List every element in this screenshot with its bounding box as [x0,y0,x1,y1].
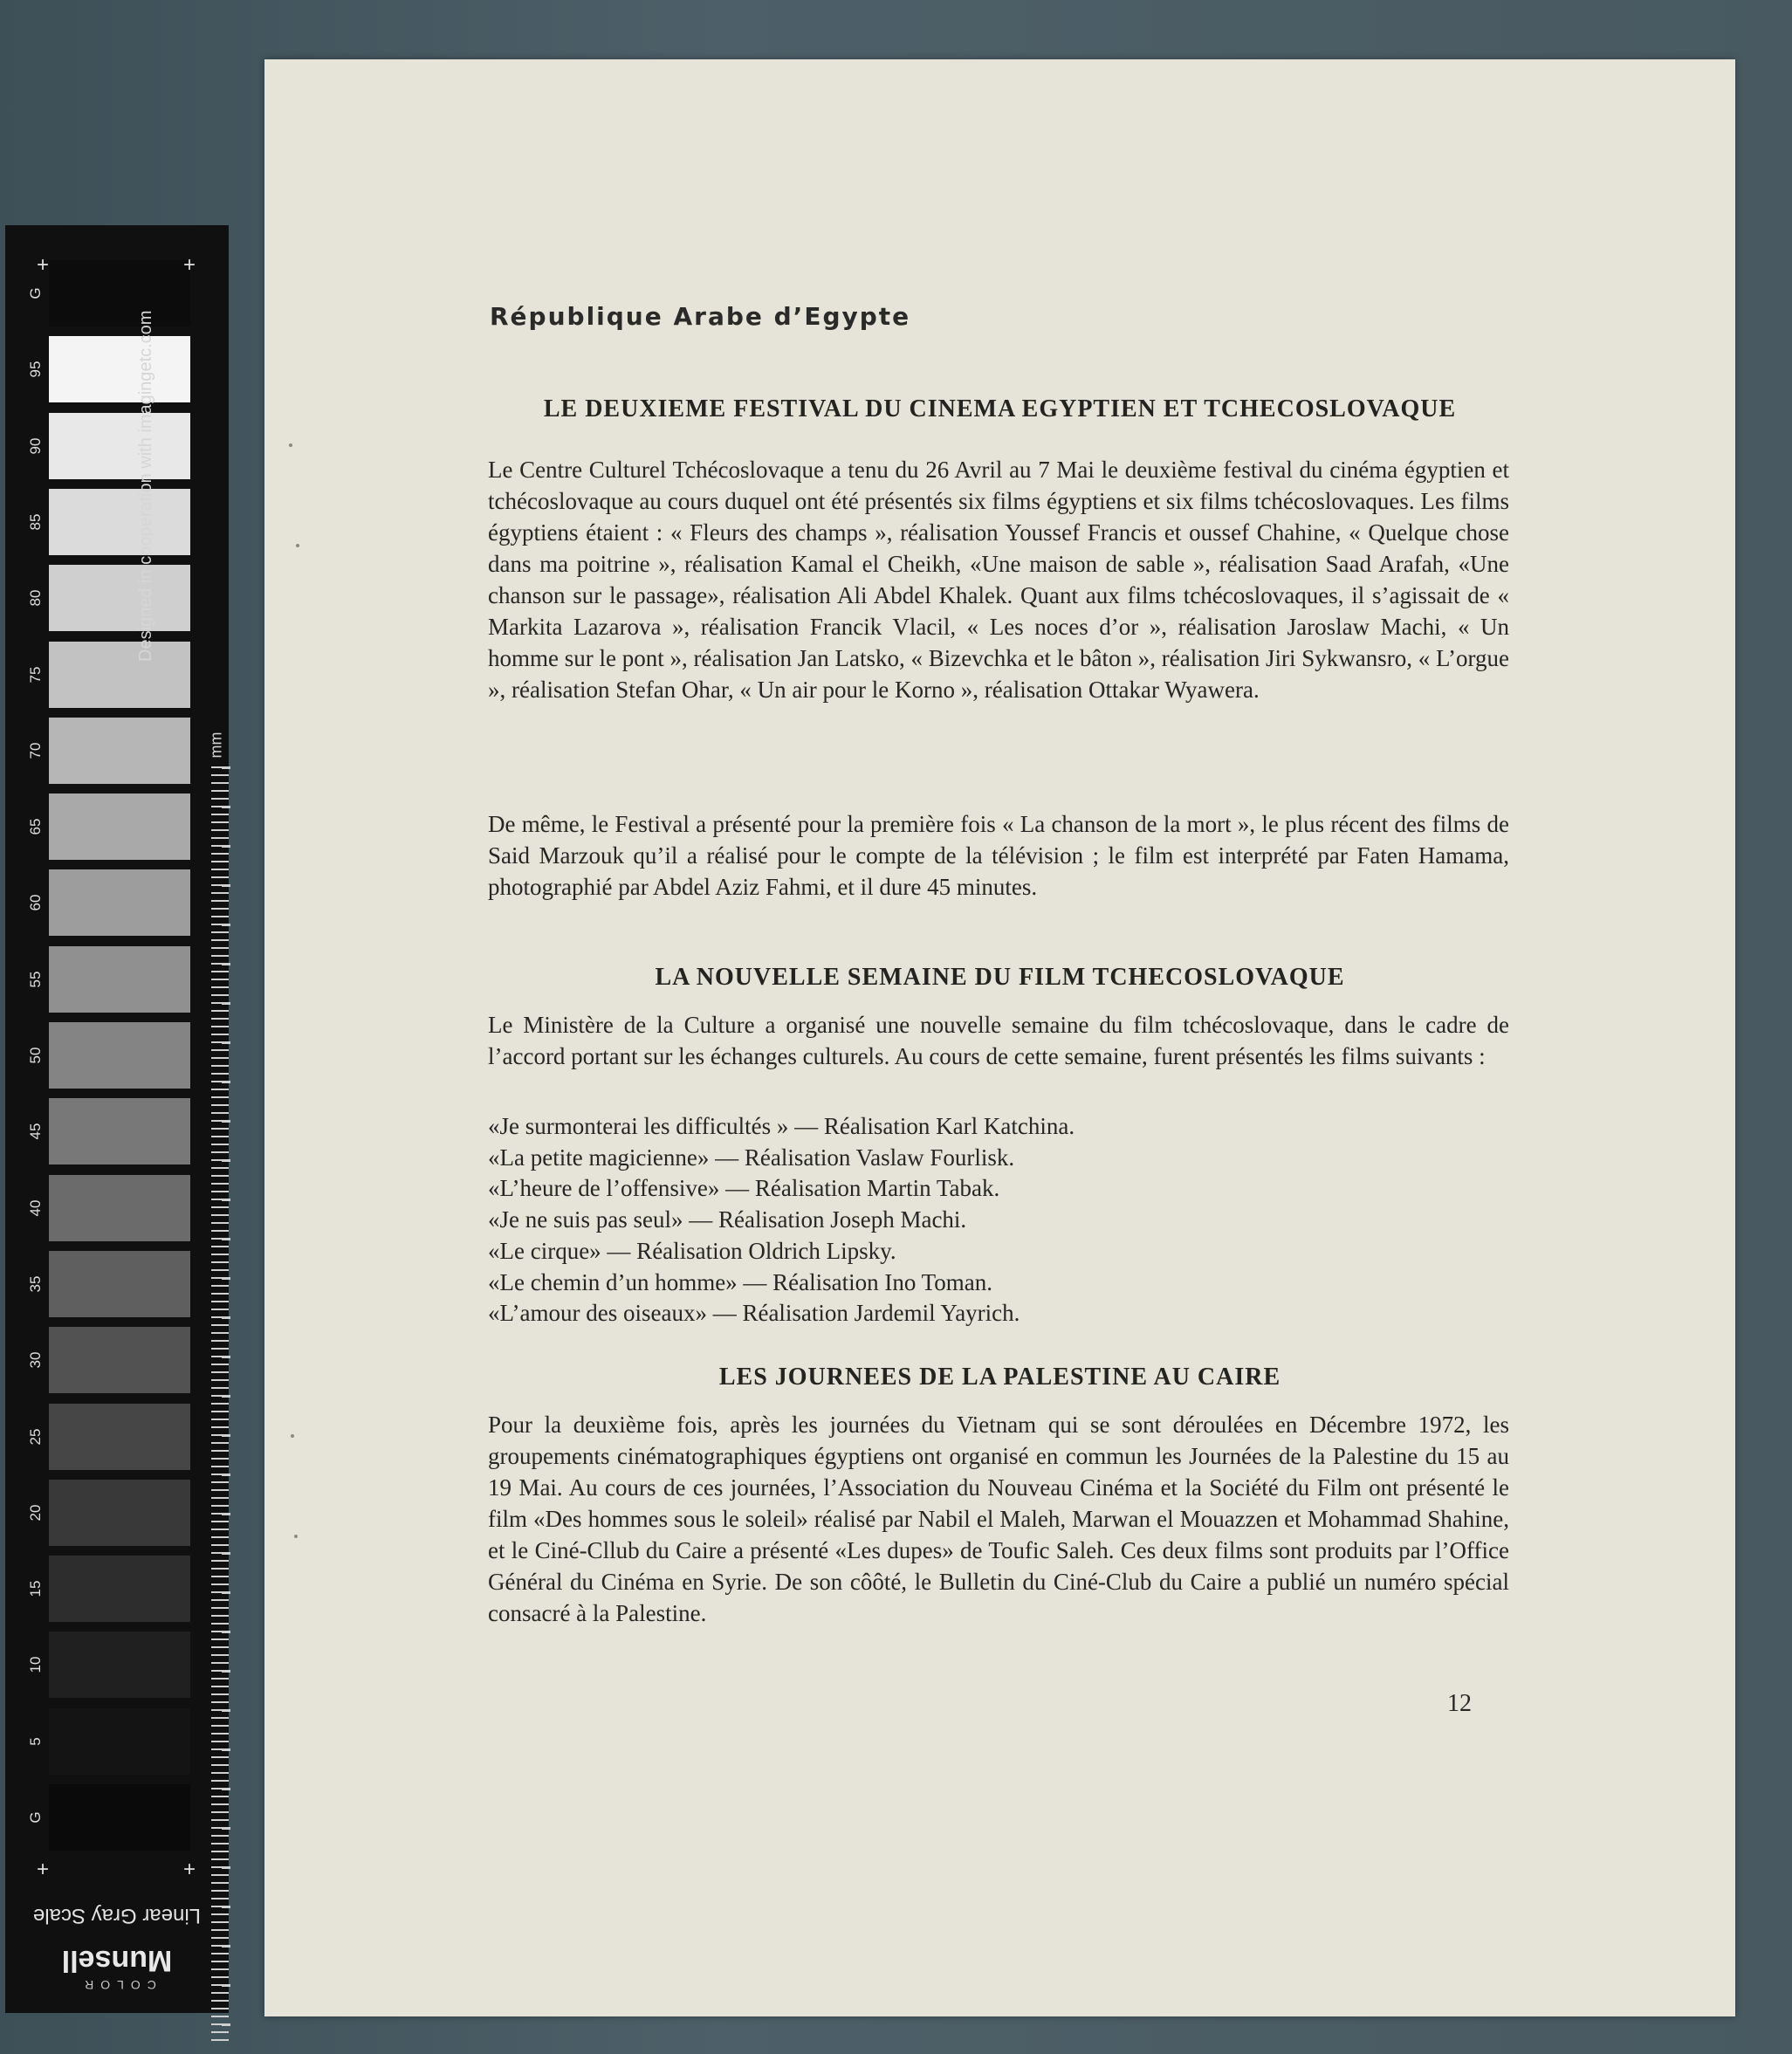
section-title-palestine: LES JOURNEES DE LA PALESTINE AU CAIRE [718,1364,1281,1391]
list-item: «L’heure de l’offensive» — Réalisation Martin Tabak. [488,1175,1000,1202]
gray-patch [49,1327,190,1393]
gray-patch-label: 55 [27,971,44,988]
gray-patch-label: 75 [27,666,44,683]
page-number: 12 [1447,1690,1472,1717]
paragraph-palestine: Pour la deuxième fois, après les journées du Vietnam qui se sont déroulées en Décembre 1972, les groupements cinématographiques égyptiens ont organisé en commun les Journées de la Palestine du 15 au 19 Mai. Au cours de ces journées, l’Association du Nouveau Cinéma et la Société du Film ont présenté le film «Des hommes sous le soleil» réalisé par Nabil el Maleh, Marwan el Mouazzen et Mohammad Shahine, et le Ciné-Cllub du Caire a présenté «Les dupes» de Toufic Saleh. Ces deux films sont produits par l’Office Général du Cinéma en Syrie. De son côôté, le Bulletin du Ciné-Club du Caire a publié un numéro spécial consacré à la Palestine. [488,1412,1509,1626]
film-list [488,1111,1509,1329]
gray-patch [49,1098,190,1164]
gray-patch-label: G [27,287,44,299]
gray-patch-label: 50 [27,1047,44,1064]
gray-patch-label: 40 [27,1199,44,1217]
gray-patch-label: 10 [27,1656,44,1673]
gray-patch-label: 30 [27,1351,44,1369]
mm-ruler-major [222,766,230,2041]
gray-patch-label: 85 [27,513,44,531]
gray-patch [49,1708,190,1775]
gray-patch [49,1251,190,1317]
gray-patch [49,336,190,402]
gray-patch-label: G [27,1811,44,1824]
gray-patch [49,946,190,1013]
brand-logo: Munsell [61,1944,173,1977]
gray-patch [49,1404,190,1470]
list-item: «Je ne suis pas seul» — Réalisation Joseph Machi. [488,1206,967,1233]
gray-patch-label: 20 [27,1504,44,1522]
scale-credit-text: Designed in cooperation with imagingetc.com [136,310,155,662]
paragraph-festival-2: De même, le Festival a présenté pour la première fois « La chanson de la mort », le plus récent des films de Said Marzouk qu’il a réalisé pour le compte de la télévision ; le film est interprété par Faten Hamama, photographié par Abdel Aziz Fahmi, et il dure 45 minutes. [488,811,1509,900]
paragraph-festival: Le Centre Culturel Tchécoslovaque a tenu du 26 Avril au 7 Mai le deuxième festival du cinéma égyptien et tchécoslovaque au cours duquel ont été présentés six films égyptiens et six films tchécoslovaques. Les films égyptiens étaient : « Fleurs des champs », réalisation Youssef Francis et oussef Chahine, « Quelque chose dans ma poitrine », réalisation Kamal el Cheikh, «Une maison de sable », réalisation Saad Arafah, «Une chanson sur le passage», réalisation Ali Abdel Khalek. Quant aux films tchécoslovaques, il s’agissait de « Markita Lazarova », réalisation Francik Vlacil, « Les noces d’or », réalisation Jaroslaw Machi, « Un homme sur le pont », réalisation Jan Latsko, « Bizevchka et le bâton », réalisation Jiri Sykwansro, « L’orgue », réalisation Stefan Ohar, « Un air pour le Korno », réalisation Ottakar Wyawera. [488,457,1509,703]
gray-patch-label: 25 [27,1428,44,1445]
page-header: République Arabe d’Egypte [490,302,911,331]
document-page [264,59,1735,2016]
scale-title: Linear Gray Scale [32,1904,202,1927]
gray-patch [49,1556,190,1622]
section-title-semaine: LA NOUVELLE SEMAINE DU FILM TCHECOSLOVAQUE [655,964,1345,991]
gray-patch [49,260,190,326]
paper-speck [294,1535,298,1538]
gray-patch [49,1175,190,1241]
gray-patch [49,1784,190,1851]
section-title-festival: LE DEUXIEME FESTIVAL DU CINEMA EGYPTIEN ET TCHECOSLOVAQUE [543,395,1457,422]
plus-mark: + [183,253,196,277]
gray-patch [49,413,190,479]
gray-patch [49,718,190,784]
list-item: «L’amour des oiseaux» — Réalisation Jardemil Yayrich. [488,1300,1020,1327]
paper-speck [289,443,292,447]
gray-patch [49,1480,190,1546]
gray-patch-label: 60 [27,894,44,911]
plus-mark: + [183,1858,196,1881]
gray-patch [49,1022,190,1089]
gray-patch [49,869,190,936]
paragraph-semaine: Le Ministère de la Culture a organisé une nouvelle semaine du film tchécoslovaque, dans le cadre de l’accord portant sur les échanges culturels. Au cours de cette semaine, furent présentés les films suivants : [488,1012,1509,1069]
gray-patch [49,1632,190,1698]
list-item: «Je surmonterai les difficultés » — Réalisation Karl Katchina. [488,1113,1075,1139]
list-item: «Le cirque» — Réalisation Oldrich Lipsky. [488,1237,896,1264]
gray-patch-label: 90 [27,437,44,455]
gray-patch-label: 70 [27,742,44,759]
gray-patch-label: 5 [27,1736,44,1746]
gray-patch-label: 80 [27,589,44,607]
gray-patch-label: 45 [27,1123,44,1140]
gray-patch [49,793,190,860]
gray-patch-label: 95 [27,361,44,378]
gray-patch [49,565,190,631]
list-item: «Le chemin d’un homme» — Réalisation Ino Toman. [488,1268,992,1295]
gray-scale-card [5,225,229,2013]
gray-patch [49,489,190,555]
paper-speck [296,544,299,547]
paper-speck [291,1434,294,1438]
plus-mark: + [37,1858,50,1881]
list-item: «La petite magicienne» — Réalisation Vaslaw Fourlisk. [488,1144,1015,1171]
gray-patch-label: 65 [27,818,44,835]
mm-label: mm [207,732,225,759]
gray-patch [49,642,190,708]
gray-patch-label: 35 [27,1275,44,1293]
brand-sub: COLOR [78,1978,156,1992]
gray-patch-label: 15 [27,1580,44,1597]
plus-mark: + [37,253,50,277]
